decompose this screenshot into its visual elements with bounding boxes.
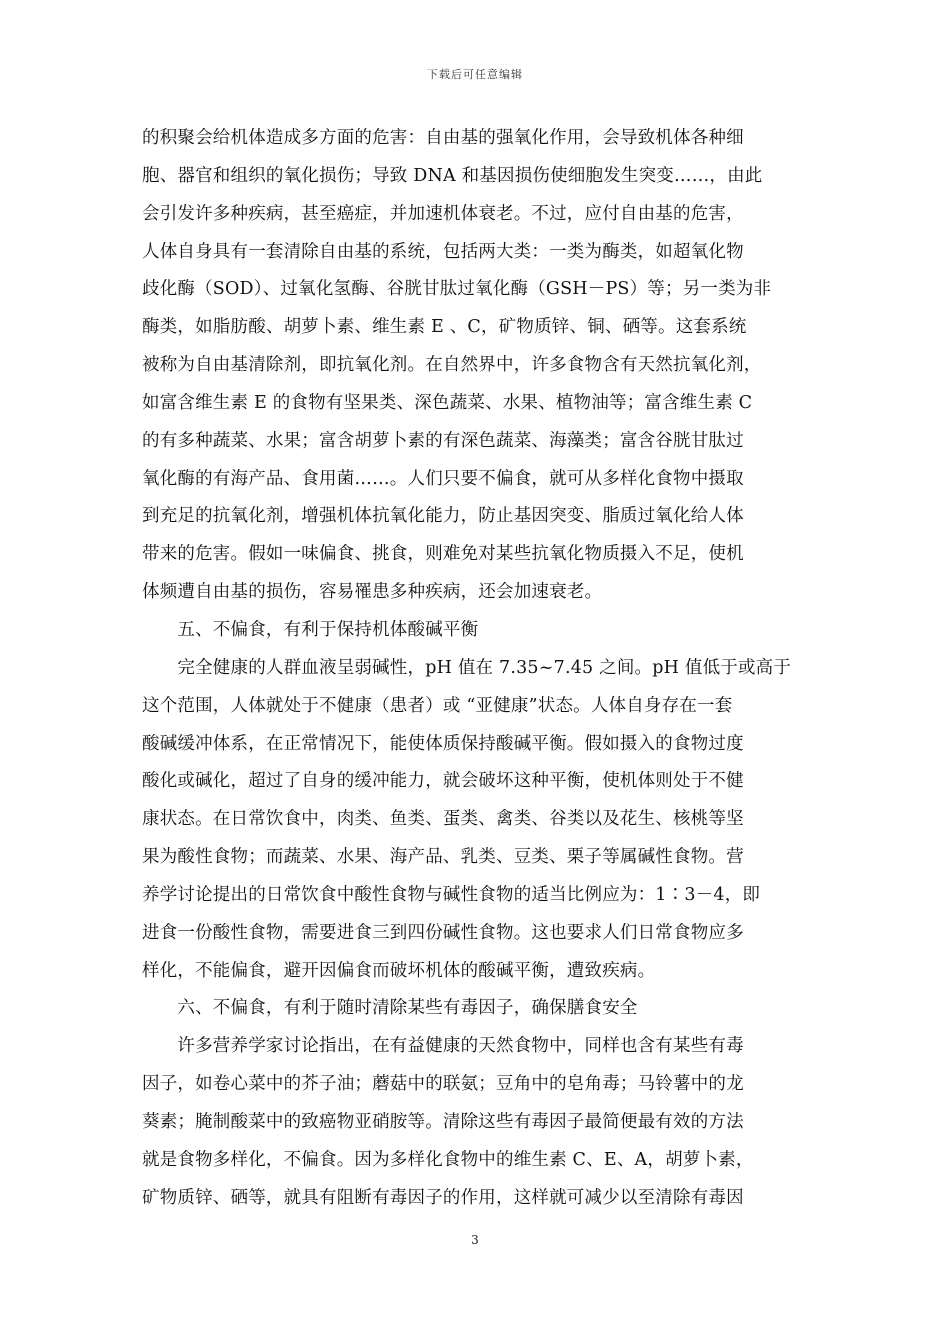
text-line: 酸化或碱化，超过了自身的缓冲能力，就会破坏这种平衡，使机体则处于不健	[142, 771, 744, 792]
text-line: 许多营养学家讨论指出，在有益健康的天然食物中，同样也含有某些有毒	[142, 1036, 744, 1057]
text-line: 进食一份酸性食物，需要进食三到四份碱性食物。这也要求人们日常食物应多	[142, 922, 744, 943]
text-line: 歧化酶（SOD）、过氧化氢酶、谷胱甘肽过氧化酶（GSH－PS）等；另一类为非	[142, 279, 772, 300]
page-header: 下载后可任意编辑	[427, 68, 523, 81]
text-line: 被称为自由基清除剂，即抗氧化剂。在自然界中，许多食物含有天然抗氧化剂，	[142, 355, 762, 376]
text-line: 人体自身具有一套清除自由基的系统，包括两大类：一类为酶类，如超氧化物	[142, 241, 744, 262]
text-line: 酶类，如脂肪酸、胡萝卜素、维生素 E 、C，矿物质锌、铜、硒等。这套系统	[142, 317, 747, 338]
text-line: 矿物质锌、硒等，就具有阻断有毒因子的作用，这样就可减少以至清除有毒因	[142, 1187, 744, 1208]
text-line: 胞、器官和组织的氧化损伤；导致 DNA 和基因损伤使细胞发生突变……，由此	[142, 165, 763, 186]
text-line: 带来的危害。假如一味偏食、挑食，则难免对某些抗氧化物质摄入不足，使机	[142, 544, 744, 565]
text-line: 完全健康的人群血液呈弱碱性，pH 值在 7.35~7.45 之间。pH 值低于或高于	[142, 657, 792, 678]
text-line: 的积聚会给机体造成多方面的危害：自由基的强氧化作用，会导致机体各种细	[142, 128, 744, 148]
text-line: 葵素；腌制酸菜中的致癌物亚硝胺等。清除这些有毒因子最简便最有效的方法	[142, 1111, 744, 1132]
text-line: 的有多种蔬菜、水果；富含胡萝卜素的有深色蔬菜、海藻类；富含谷胱甘肽过	[142, 430, 744, 451]
text-line: 康状态。在日常饮食中，肉类、鱼类、蛋类、禽类、谷类以及花生、核桃等坚	[142, 809, 744, 830]
text-line: 会引发许多种疾病，甚至癌症，并加速机体衰老。不过，应付自由基的危害，	[142, 203, 744, 224]
text-line: 果为酸性食物；而蔬菜、水果、海产品、乳类、豆类、栗子等属碱性食物。营	[142, 847, 744, 868]
text-line: 到充足的抗氧化剂，增强机体抗氧化能力，防止基因突变、脂质过氧化给人体	[142, 506, 744, 527]
text-line: 如富含维生素 E 的食物有坚果类、深色蔬菜、水果、植物油等；富含维生素 C	[142, 392, 753, 413]
text-line: 就是食物多样化，不偏食。因为多样化食物中的维生素 C、E、A，胡萝卜素，	[142, 1149, 754, 1170]
text-line: 酸碱缓冲体系，在正常情况下，能使体质保持酸碱平衡。假如摄入的食物过度	[142, 733, 744, 754]
body-text	[142, 120, 832, 1217]
text-line: 氧化酶的有海产品、食用菌……。人们只要不偏食，就可从多样化食物中摄取	[142, 468, 744, 489]
text-line: 体频遭自由基的损伤，容易罹患多种疾病，还会加速衰老。	[142, 582, 603, 603]
section-heading-5: 五、不偏食，有利于保持机体酸碱平衡	[142, 619, 479, 640]
text-line: 这个范围，人体就处于不健康（患者）或 “亚健康”状态。人体自身存在一套	[142, 695, 733, 716]
text-line: 因子，如卷心菜中的芥子油；蘑菇中的联氨；豆角中的皂角毒；马铃薯中的龙	[142, 1074, 744, 1095]
page-number: 3	[471, 1233, 479, 1247]
text-line: 样化，不能偏食，避开因偏食而破坏机体的酸碱平衡，遭致疾病。	[142, 960, 656, 981]
section-heading-6: 六、不偏食，有利于随时清除某些有毒因子，确保膳食安全	[142, 998, 638, 1019]
text-line: 养学讨论提出的日常饮食中酸性食物与碱性食物的适当比例应为：1∶3－4，即	[142, 884, 761, 905]
